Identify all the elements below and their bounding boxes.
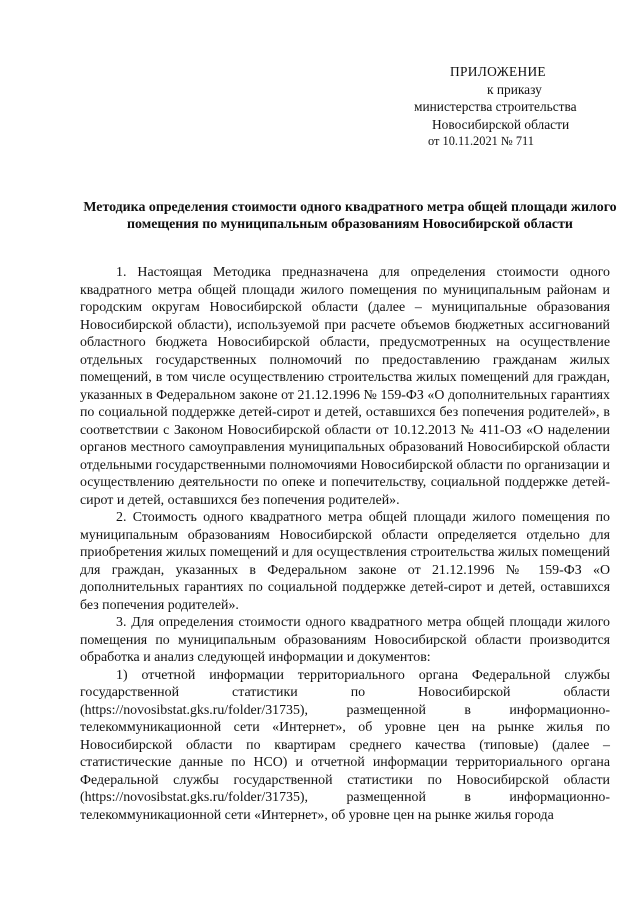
document-title: Методика определения стоимости одного квадратного метра общей площади жилого помещения по муниципальным образованиям Новосибирской области [83, 200, 617, 233]
paragraph-2: 2. Стоимость одного квадратного метра общей площади жилого помещения по муниципальным образованиям Новосибирской области определяется отдельно для приобретения жилых помещений и для осуществления строительства жилых помещений для граждан, указанных в Федеральном законе от 21.12.1996 № 159-ФЗ «О дополнительных гарантиях по социальной поддержке детей-сирот и детей, оставшихся без попечения родителей». [80, 510, 610, 613]
document-body [80, 264, 610, 824]
header-line-2: к приказу [487, 81, 542, 97]
appendix-header [392, 63, 622, 151]
paragraph-3-item-1: 1) отчетной информации территориального органа Федеральной службы государственной статистики по Новосибирской области (https://novosibstat.gks.ru/folder/31735), размещенной в информационно-телекоммуникационной сети «Интернет», об уровне цен на рынке жилья по Новосибирской области по квартирам среднего качества (типовые) (далее – статистические данные по НСО) и отчетной информации территориального органа Федеральной службы государственной статистики по Новосибирской области (https://novosibstat.gks.ru/folder/31735), размещенной в информационно-телекоммуникационной сети «Интернет», об уровне цен на рынке жилья города [80, 667, 610, 823]
header-line-4: Новосибирской области [432, 116, 570, 132]
header-line-1: ПРИЛОЖЕНИЕ [450, 64, 546, 79]
paragraph-1: 1. Настоящая Методика предназначена для определения стоимости одного квадратного метра общей площади жилого помещения по муниципальным районам и городским округам Новосибирской области (далее – муниципальные образования Новосибирской области), используемой при расчете объемов бюджетных ассигнований областного бюджета Новосибирской области, предусмотренных на осуществление отдельных государственных полномочий по предоставлению гражданам жилых помещений, в том числе осуществлению строительства жилых помещений для граждан, указанных в Федеральном законе от 21.12.1996 № 159-ФЗ «О дополнительных гарантиях по социальной поддержке детей-сирот и детей, оставшихся без попечения родителей», в соответствии с Законом Новосибирской области от 10.12.2013 № 411-ОЗ «О наделении органов местного самоуправления муниципальных образований Новосибирской области отдельными государственными полномочиями Новосибирской области по организации и осуществлению деятельности по опеке и попечительству, социальной поддержке детей-сирот и детей, оставшихся без попечения родителей». [80, 265, 610, 508]
header-line-3: министерства строительства [414, 99, 577, 115]
header-line-5: от 10.11.2021 № 711 [428, 134, 534, 149]
paragraph-3: 3. Для определения стоимости одного квадратного метра общей площади жилого помещения по муниципальным образованиям Новосибирской области производится обработка и анализ следующей информации и документов: [80, 615, 610, 665]
